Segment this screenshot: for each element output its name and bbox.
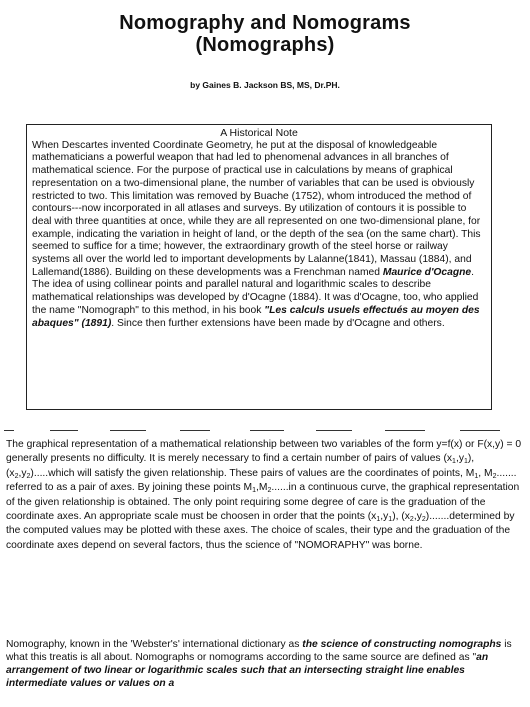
- p1-text-d: , M: [478, 467, 493, 479]
- subscript: 1: [252, 487, 257, 495]
- p1-text-c: ).....which will satisfy the given relationship. These pairs of values are the coordinates of points, M: [30, 467, 475, 479]
- dash: [4, 430, 14, 431]
- subscript: 2: [409, 516, 414, 524]
- note-text-part-3: . Since then further extensions have been made by d'Ocagne and others.: [111, 317, 445, 329]
- subscript: 2: [26, 472, 31, 480]
- note-text-part-1: When Descartes invented Coordinate Geometry, he put at the disposal of knowledgeable mathematicians a powerful weapon that had led to phenomenal advances in all branches of mathematical science. For the purpose of practical use in calculations by means of graphical representation on a two-dimensional plane, the number of variables that can be used is obviously restricted to two. This limitation was removed by Buache (1752), whom introduced the method of contours---now incorporated in all atlases and surveys. By utilization of contours it is possible to deal with three quantities at once, while they are all represented on one two-dimensional plane, for example, indicating the variation in height of land, or the depth of the sea (on the same chart). This seemed to suffice for a time; however, the extraordinary growth of the steel horse or railway systems all over the world led to important developments by Lalanne(1841), Massau (1884), and Lallemand(1886). Building on these developments was a Frenchman named: [32, 139, 481, 278]
- title-line-1: Nomography and Nomograms: [119, 12, 411, 34]
- dash: [110, 430, 146, 431]
- dash: [180, 430, 210, 431]
- subscript: 1: [376, 516, 381, 524]
- subscript: 2: [421, 516, 426, 524]
- note-name-emphasis: Maurice d'Ocagne: [382, 266, 472, 278]
- dash: [460, 430, 500, 431]
- p2-emphasis-1: the science of constructing nomographs: [302, 639, 502, 650]
- p1-text-e: ....... referred to as a pair of axes. By joining these points M: [6, 467, 517, 494]
- note-book-emphasis: "Les calculs usuels effectués au moyen des abaques" (1891): [32, 304, 480, 329]
- p1-text-a: The graphical representation of a mathematical relationship between two variables of the form y=f(x) or F(x,y) = 0 generally presents no difficulty. It is merely necessary to find a certain number of pairs of values (x: [6, 439, 522, 465]
- subscript: 1: [463, 458, 468, 466]
- body-paragraph-nomography: [6, 638, 526, 690]
- y-variable: y: [21, 467, 27, 479]
- subscript: 1: [452, 458, 456, 466]
- dashed-separator: [0, 428, 530, 434]
- subscript: 1: [474, 472, 479, 480]
- p1-text-f: ,M: [256, 482, 268, 494]
- comma: ,: [18, 467, 22, 479]
- dash: [250, 430, 284, 431]
- y-variable: y: [416, 511, 422, 523]
- document-title: [0, 12, 530, 56]
- p2-text-a: Nomography, known in the 'Webster's' international dictionary as: [6, 639, 303, 650]
- author-byline: by Gaines B. Jackson BS, MS, Dr.PH.: [190, 80, 340, 90]
- body-paragraph-graphical: [6, 438, 526, 553]
- title-line-2: (Nomographs): [195, 34, 335, 56]
- y-variable: y: [383, 511, 389, 523]
- y-variable: y: [458, 453, 464, 465]
- subscript: 1: [388, 516, 393, 524]
- p2-emphasis-2: an arrangement of two linear or logarithmic scales such that an intersecting straight line enables intermediate values or values on a: [6, 652, 489, 689]
- comma: ,: [455, 453, 459, 465]
- dash: [385, 430, 425, 431]
- historical-note-text: [32, 140, 486, 331]
- p1-text-i: ).......determined by the computed values may be plotted with these axes. The choice of scales, their type and the graduation of the coordinate axes depend on several factors, thus the science of "NOMORAPHY" was borne.: [6, 511, 515, 551]
- historical-note-box: [26, 124, 492, 410]
- comma: ,: [413, 511, 417, 523]
- dash: [316, 430, 352, 431]
- comma: ,: [380, 511, 384, 523]
- subscript: 2: [267, 487, 272, 495]
- note-text-part-2: . The idea of using collinear points and parallel natural and logarithmic scales to describe mathematical relationships was developed by d'Ocagne (1884). It was d'Ocagne, too, who applied the name "Nomograph" to this method, in his book: [32, 266, 479, 316]
- p2-text-b: is what this treatis is all about. Nomographs or nomograms according to the same source are defined as ": [6, 639, 512, 663]
- historical-note-heading: A Historical Note: [220, 127, 298, 139]
- p1-text-g: ......in a continuous curve, the graphical representation of the given relationship is obtained. The only point requiring some degree of care is the graduation of the coordinate axes. An appropriate scale must be choosen in order that the points (x: [6, 482, 520, 523]
- subscript: 2: [14, 472, 19, 480]
- subscript: 2: [492, 472, 497, 480]
- dash: [50, 430, 78, 431]
- p1-text-h: ), (x: [392, 511, 410, 523]
- p1-text-b: ), (x: [6, 453, 475, 479]
